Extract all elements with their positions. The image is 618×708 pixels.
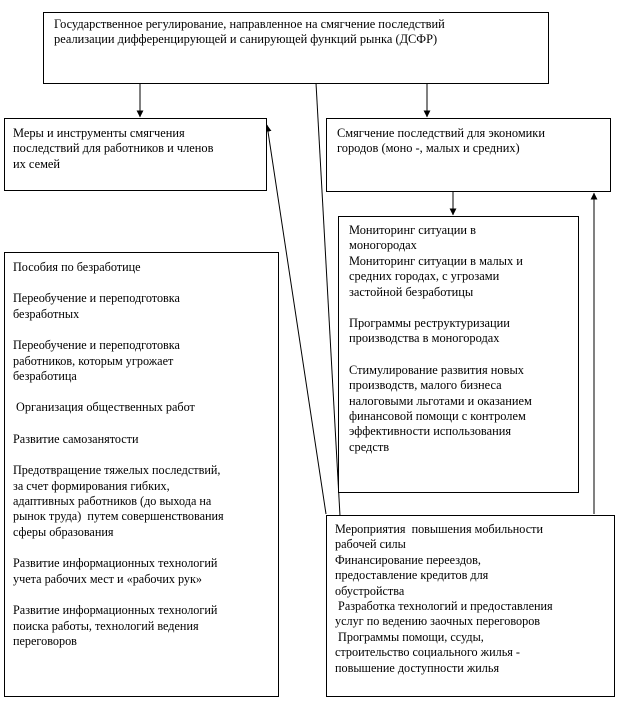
box-text-line: Переобучение и переподготовка bbox=[13, 338, 180, 353]
box-text-line: средств bbox=[349, 439, 390, 454]
box-text-line: предоставление кредитов для bbox=[335, 568, 489, 583]
box-text-line: Развитие самозанятости bbox=[13, 431, 139, 446]
box-text-line: переговоров bbox=[13, 633, 77, 648]
box-text-line: рынок труда) путем совершенствования bbox=[13, 509, 224, 524]
blank-line bbox=[13, 322, 270, 338]
box-text-line: финансовой помощи с контролем bbox=[349, 409, 526, 424]
top-box-state-regulation bbox=[43, 12, 549, 84]
box-text-line: Организация общественных работ bbox=[13, 400, 195, 415]
box-text-line: производств, малого бизнеса bbox=[349, 378, 502, 393]
box-text-line: обустройства bbox=[335, 583, 405, 598]
box-text-line: работников, которым угрожает bbox=[13, 353, 174, 368]
box-text-line: Меры и инструменты смягчения bbox=[13, 126, 185, 140]
box-text-line: Предотвращение тяжелых последствий, bbox=[13, 463, 221, 478]
box-text-line: моногородах bbox=[349, 238, 417, 253]
box-text-line: рабочей силы bbox=[335, 537, 406, 552]
box-unemployment-measures bbox=[4, 252, 279, 697]
box-text-line: Переобучение и переподготовка bbox=[13, 291, 180, 306]
box-text-line: безработных bbox=[13, 306, 80, 321]
box-text-line: Развитие информационных технологий bbox=[13, 556, 218, 571]
blank-line bbox=[349, 347, 568, 363]
box-text-line: Программы помощи, ссуды, bbox=[335, 629, 484, 644]
blank-line bbox=[13, 275, 270, 291]
box-text-line: повышение доступности жилья bbox=[335, 660, 500, 675]
blank-line bbox=[349, 300, 568, 316]
box-text-line: за счет формирования гибких, bbox=[13, 478, 170, 493]
box-text-line: строительство социального жилья - bbox=[335, 645, 520, 660]
box-text-line: поиска работы, технологий ведения bbox=[13, 618, 199, 633]
box-text-line: средних городах, с угрозами bbox=[349, 269, 500, 284]
box-text-line: их семей bbox=[13, 156, 61, 171]
box-text-line: Разработка технологий и предоставления bbox=[335, 599, 553, 614]
blank-line bbox=[13, 587, 270, 603]
box-text-line: Пособия по безработице bbox=[13, 260, 141, 274]
box-text-line: Развитие информационных технологий bbox=[13, 603, 218, 618]
box-text-line: услуг по ведению заочных переговоров bbox=[335, 614, 541, 629]
blank-line bbox=[13, 540, 270, 556]
box-text-line: Мониторинг ситуации в малых и bbox=[349, 253, 523, 268]
box-text-line: реализации дифференцирующей и санирующей функций рынка (ДСФР) bbox=[54, 32, 438, 47]
box-text-line: сферы образования bbox=[13, 524, 114, 539]
blank-line bbox=[13, 416, 270, 432]
blank-line bbox=[13, 384, 270, 400]
box-text-line: учета рабочих мест и «рабочих рук» bbox=[13, 571, 203, 586]
box-text-line: Государственное регулирование, направленное на смягчение последствий bbox=[54, 17, 445, 31]
box-text-line: налоговыми льготами и оказанием bbox=[349, 393, 532, 408]
box-text-line: Мероприятия повышения мобильности bbox=[335, 522, 543, 536]
box-text-line: Финансирование переездов, bbox=[335, 552, 481, 567]
box-text-line: Стимулирование развития новых bbox=[349, 362, 524, 377]
box-text-line: производства в моногородах bbox=[349, 331, 500, 346]
box-text-line: застойной безработицы bbox=[349, 284, 474, 299]
box-labor-mobility bbox=[326, 515, 615, 697]
box-text-line: безработица bbox=[13, 369, 77, 384]
box-text-line: последствий для работников и членов bbox=[13, 141, 214, 156]
blank-line bbox=[13, 447, 270, 463]
box-monitoring bbox=[338, 216, 579, 493]
box-text-line: Мониторинг ситуации в bbox=[349, 223, 477, 237]
box-workers-measures bbox=[4, 118, 267, 191]
box-text-line: эффективности использования bbox=[349, 424, 512, 439]
box-text-line: городов (моно -, малых и средних) bbox=[337, 141, 520, 156]
box-text-line: адаптивных работников (до выхода на bbox=[13, 494, 212, 509]
box-text-line: Смягчение последствий для экономики bbox=[337, 126, 545, 140]
box-cities-mitigation bbox=[326, 118, 611, 192]
box-text-line: Программы реструктуризации bbox=[349, 316, 510, 331]
